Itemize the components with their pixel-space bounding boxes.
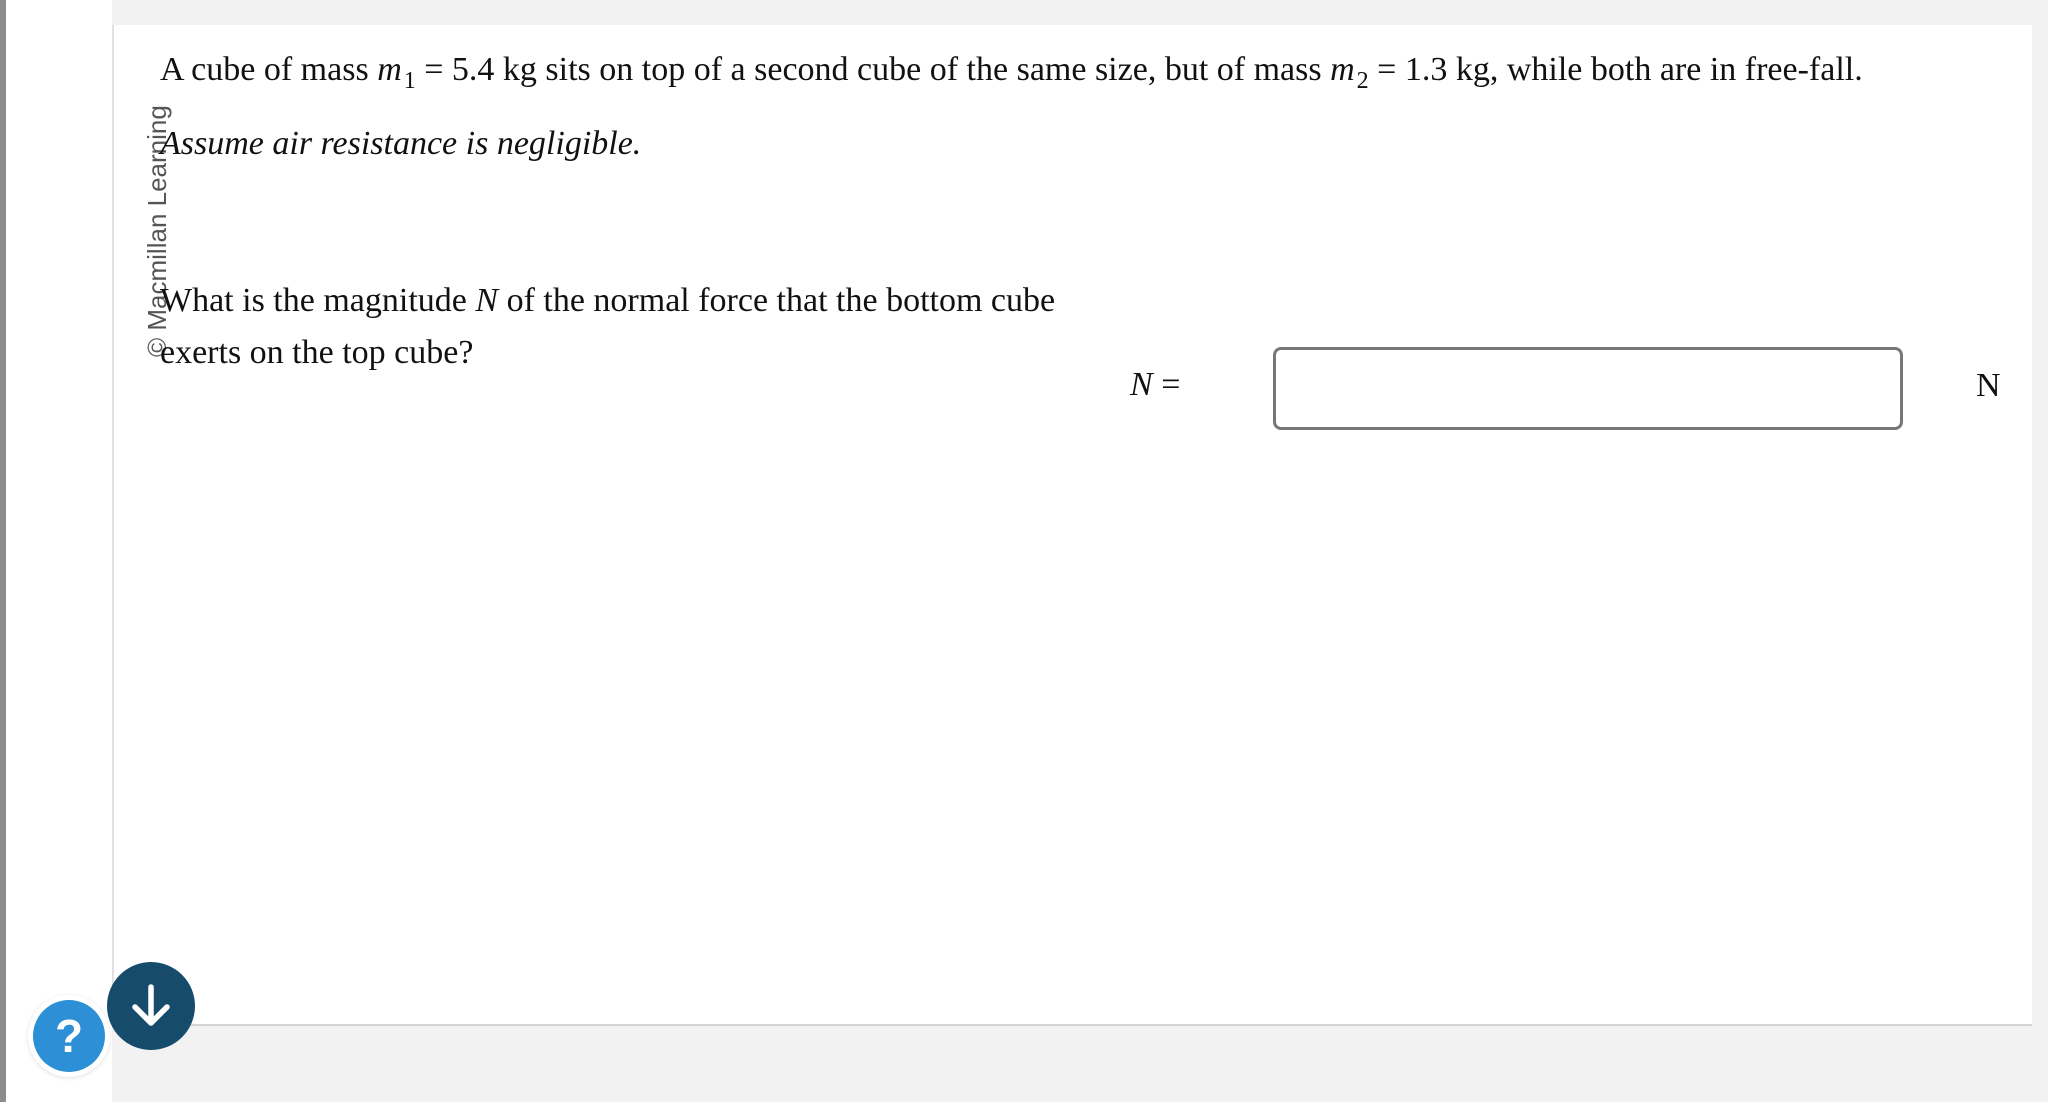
answer-input[interactable] [1273, 347, 1903, 430]
help-button[interactable] [33, 1000, 105, 1072]
m1-variable: m [377, 51, 402, 88]
arrow-down-icon [125, 980, 177, 1032]
question-variable: N [475, 282, 499, 319]
assumption-text: Assume air resistance is negligible. [160, 125, 642, 162]
m1-subscript: 1 [403, 68, 416, 94]
question-mark-icon: ? [54, 1010, 84, 1062]
problem-statement [160, 48, 2020, 95]
question-text [160, 275, 1060, 379]
problem-text-start: A cube of mass [160, 51, 378, 88]
answer-label [1130, 363, 1180, 407]
question-card [112, 25, 2032, 1026]
m2-variable: m [1330, 51, 1355, 88]
m2-value-text: = 1.3 kg, while both are in free-fall. [1368, 51, 1863, 88]
m2-subscript: 2 [1356, 68, 1369, 94]
copyright-notice: © Macmillan Learning [142, 105, 172, 357]
m1-value-text: = 5.4 kg sits on top of a second cube of the same size, but of mass [415, 51, 1331, 88]
answer-label-variable: N [1130, 366, 1153, 403]
question-part2: of the normal force that the bottom cube exerts on the top cube? [160, 282, 1056, 371]
left-rail [0, 0, 112, 1102]
question-part1: What is the magnitude [160, 282, 476, 319]
answer-label-equals: = [1152, 366, 1181, 403]
scroll-down-button[interactable] [107, 962, 195, 1050]
answer-unit: N [1976, 367, 2001, 404]
